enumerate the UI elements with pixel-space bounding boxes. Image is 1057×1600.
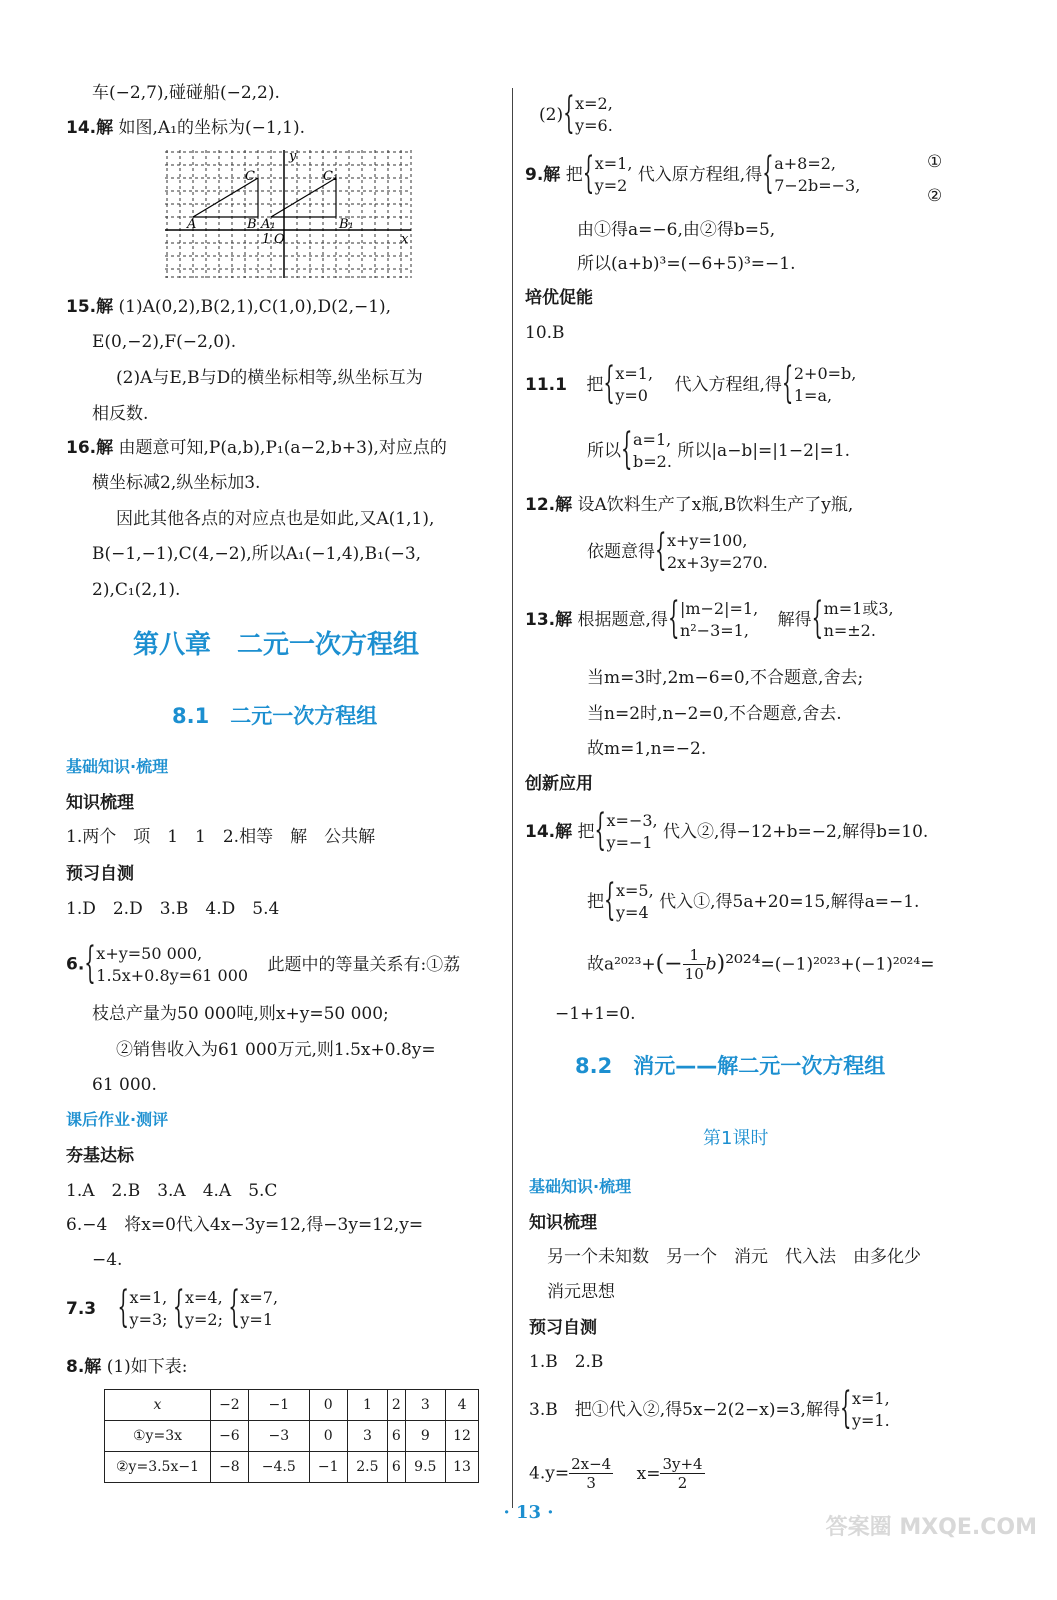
- heading-pei: 培优促能: [525, 288, 593, 308]
- text-line: 另一个未知数 另一个 消元 代入法 由多化少: [547, 1247, 921, 1267]
- q11: 11.1 把 { x=1, y=0 代入方程组,得 { 2+0=b, 1=a,: [525, 363, 856, 407]
- text-line: −4.: [92, 1250, 123, 1270]
- q15: 15.解 (1)A(0,2),B(2,1),C(1,0),D(2,−1),: [66, 297, 392, 317]
- table-cell: 13: [446, 1452, 479, 1483]
- text-line: (2)A与E,B与D的横坐标相等,纵坐标互为: [116, 368, 423, 388]
- table-cell: −6: [211, 1421, 249, 1452]
- svg-text:C₁: C₁: [323, 169, 339, 184]
- marker-1: ①: [927, 152, 943, 172]
- table-cell: −4.5: [248, 1452, 309, 1483]
- heading-cx: 创新应用: [525, 774, 593, 794]
- chapter-title: 第八章 二元一次方程组: [133, 630, 420, 660]
- svg-text:O: O: [274, 232, 285, 247]
- table-cell: −1: [309, 1452, 347, 1483]
- q14: 14.解 把 { x=−3, y=−1 代入②,得−12+b=−2,解得b=10.: [525, 810, 928, 854]
- table-cell: 9.5: [405, 1452, 446, 1483]
- table-cell: x: [105, 1390, 211, 1421]
- heading-knowledge: 知识梳理: [529, 1213, 597, 1233]
- table-cell: 3: [405, 1390, 446, 1421]
- svg-text:B: B: [247, 217, 257, 232]
- table-cell: 0: [309, 1390, 347, 1421]
- base-answers: 1.A 2.B 3.A 4.A 5.C: [66, 1181, 278, 1201]
- text-line: 由①得a=−6,由②得b=5,: [577, 220, 776, 240]
- table-cell: 6: [388, 1452, 405, 1483]
- heading-preview: 预习自测: [529, 1318, 597, 1338]
- table-cell: 9: [405, 1421, 446, 1452]
- table-cell: −8: [211, 1452, 249, 1483]
- q8: 8.解 (1)如下表:: [66, 1357, 188, 1377]
- svg-text:y: y: [289, 150, 297, 164]
- text-line: 横坐标减2,纵坐标加3.: [92, 473, 261, 493]
- subsection-basic: 基础知识·梳理: [529, 1177, 632, 1196]
- table-row: [105, 1452, 479, 1483]
- text-line: 2),C₁(2,1).: [92, 580, 181, 600]
- text-line: 故m=1,n=−2.: [587, 739, 707, 759]
- text-line: 消元思想: [547, 1282, 615, 1302]
- table-cell: −1: [248, 1390, 309, 1421]
- text-line: 当m=3时,2m−6=0,不合题意,舍去;: [587, 668, 864, 688]
- table-cell: 3: [347, 1421, 388, 1452]
- q14-line3: 故a²⁰²³+(− $\frac{1}{10}$ b)²⁰²⁴=(−1)²⁰²³+(−1)²⁰²⁴=: [587, 946, 935, 983]
- svg-text:A₁: A₁: [261, 217, 276, 232]
- column-divider: [512, 88, 513, 1508]
- q3: 3.B 把①代入②,得5x−2(2−x)=3,解得 { x=1, y=1.: [529, 1388, 890, 1432]
- section-title: 8.1 二元一次方程组: [172, 704, 378, 728]
- heading-base: 夯基达标: [66, 1146, 134, 1166]
- q12: 12.解 设A饮料生产了x瓶,B饮料生产了y瓶,: [525, 495, 854, 515]
- table-cell: 2: [388, 1390, 405, 1421]
- table-cell: ①y=3x: [105, 1421, 211, 1452]
- svg-text:x: x: [401, 232, 409, 247]
- text-line: 当n=2时,n−2=0,不合题意,舍去.: [587, 704, 842, 724]
- heading-preview: 预习自测: [66, 864, 134, 884]
- preview-answers: 1.B 2.B: [529, 1352, 604, 1372]
- text-line: B(−1,−1),C(4,−2),所以A₁(−1,4),B₁(−3,: [92, 544, 422, 564]
- table-cell: −3: [248, 1421, 309, 1452]
- text-line: 61 000.: [92, 1075, 157, 1095]
- text-line: 6.−4 将x=0代入4x−3y=12,得−3y=12,y=: [66, 1215, 424, 1235]
- q16: 16.解 由题意可知,P(a,b),P₁(a−2,b+3),对应点的: [66, 438, 447, 458]
- table-cell: 0: [309, 1421, 347, 1452]
- q7: 7.3 { x=1, y=3; { x=4, y=2; { x=7, y=1: [66, 1287, 278, 1331]
- q14: 14.解 如图,A₁的坐标为(−1,1).: [66, 118, 305, 138]
- text-line: 所以(a+b)³=(−6+5)³=−1.: [577, 254, 796, 274]
- table-cell: 6: [388, 1421, 405, 1452]
- q11-line2: 所以 { a=1, b=2. 所以|a−b|=|1−2|=1.: [587, 429, 850, 473]
- q13: 13.解 根据题意,得 { |m−2|=1, n²−3=1, 解得 { m=1或3, n=±2.: [525, 598, 894, 642]
- marker-2: ②: [927, 186, 943, 206]
- svg-text:B₁: B₁: [339, 217, 354, 232]
- table-cell: 4: [446, 1390, 479, 1421]
- q4: 4.y= $\frac{2x-4}{3}$ x= $\frac{3y+4}{2}$: [529, 1455, 703, 1492]
- table-row: [105, 1421, 479, 1452]
- text-line: 因此其他各点的对应点也是如此,又A(1,1),: [116, 509, 435, 529]
- r1: (2) { x=2, y=6.: [539, 93, 613, 137]
- text-line: 相反数.: [92, 404, 149, 424]
- section-title-2: 8.2 消元——解二元一次方程组: [575, 1054, 886, 1078]
- q12-line2: 依题意得 { x+y=100, 2x+3y=270.: [587, 530, 768, 574]
- coordinate-grid: [165, 150, 415, 280]
- table-cell: 2.5: [347, 1452, 388, 1483]
- svg-text:C: C: [245, 169, 255, 184]
- knowledge-answers: 1.两个 项 1 1 2.相等 解 公共解: [66, 827, 376, 847]
- table-cell: 1: [347, 1390, 388, 1421]
- table-cell: 12: [446, 1421, 479, 1452]
- preview-answers: 1.D 2.D 3.B 4.D 5.4: [66, 899, 280, 919]
- subsection-homework: 课后作业·测评: [66, 1110, 169, 1129]
- text-line: E(0,−2),F(−2,0).: [92, 332, 237, 352]
- text-line: −1+1=0.: [555, 1004, 636, 1024]
- q6: 6. { x+y=50 000, 1.5x+0.8y=61 000 此题中的等量关系有:①荔: [66, 943, 460, 987]
- lesson-title: 第1课时: [703, 1128, 769, 1149]
- watermark: 答案圈 MXQE.COM: [825, 1515, 1037, 1540]
- svg-text:1: 1: [262, 232, 271, 247]
- q14-line2: 把 { x=5, y=4 代入①,得5a+20=15,解得a=−1.: [587, 880, 919, 924]
- q10: 10.B: [525, 323, 565, 343]
- value-table: [104, 1389, 479, 1483]
- table-cell: ②y=3.5x−1: [105, 1452, 211, 1483]
- text-line: ②销售收入为61 000万元,则1.5x+0.8y=: [116, 1040, 436, 1060]
- q9: 9.解 把 { x=1, y=2 代入原方程组,得 { a+8=2, 7−2b=−3,: [525, 153, 860, 197]
- subsection-basic: 基础知识·梳理: [66, 757, 169, 776]
- table-row: [105, 1390, 479, 1421]
- page-number: · 13 ·: [503, 1502, 554, 1523]
- text-line: 枝总产量为50 000吨,则x+y=50 000;: [92, 1004, 389, 1024]
- text-line: 车(−2,7),碰碰船(−2,2).: [92, 83, 280, 103]
- svg-text:A: A: [187, 217, 197, 232]
- heading-knowledge: 知识梳理: [66, 793, 134, 813]
- table-cell: −2: [211, 1390, 249, 1421]
